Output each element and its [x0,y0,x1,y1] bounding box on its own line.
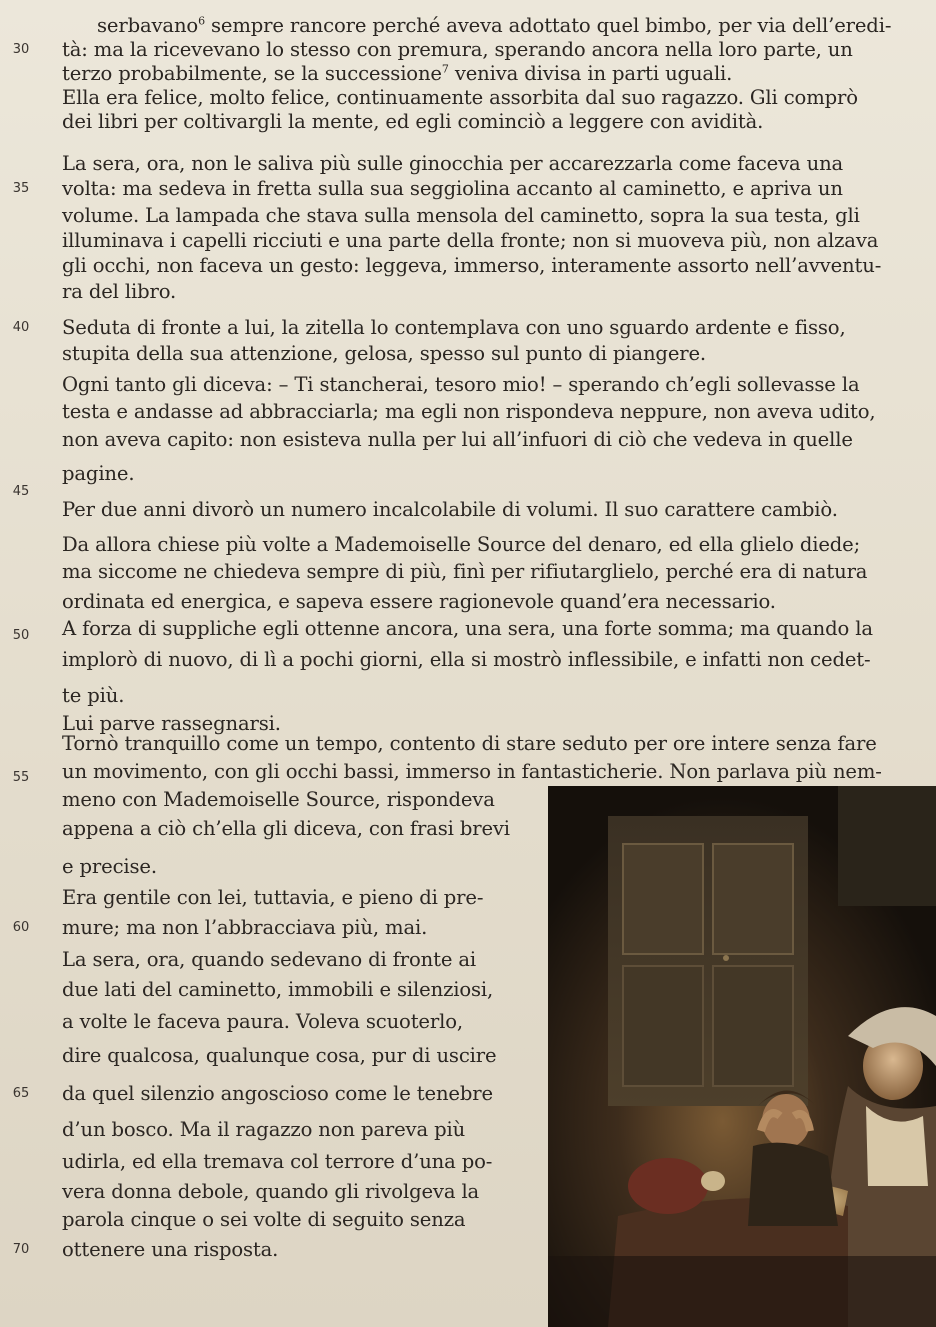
text-line: volta: ma sedeva in fretta sulla sua seggiolina accanto al caminetto, e apriva un [62,177,843,200]
line-number: 60 [12,920,30,935]
text-line: udirla, ed ella tremava col terrore d’una po- [62,1150,493,1173]
text-line: tà: ma la ricevevano lo stesso con premura, sperando ancora nella loro parte, un [62,38,853,61]
text-line: da quel silenzio angoscioso come le tenebre [62,1082,493,1105]
text-line: appena a ciò ch’ella gli diceva, con frasi brevi [62,817,510,840]
text-line: dire qualcosa, qualunque cosa, pur di uscire [62,1044,497,1067]
painting-illustration [548,786,936,1327]
text-line: Ogni tanto gli diceva: – Ti stancherai, tesoro mio! – sperando ch’egli sollevasse la [62,373,860,396]
text-line: parola cinque o sei volte di seguito senza [62,1208,466,1231]
text-line: un movimento, con gli occhi bassi, immerso in fantasticherie. Non parlava più nem- [62,760,882,783]
text-line: Per due anni divorò un numero incalcolabile di volumi. Il suo carattere cambiò. [62,498,838,521]
text-line: gli occhi, non faceva un gesto: leggeva, immerso, interamente assorto nell’avventu- [62,254,882,277]
text-line: Lui parve rassegnarsi. [62,712,281,735]
text-line: Ella era felice, molto felice, continuamente assorbita dal suo ragazzo. Gli comprò [62,86,858,109]
text-line: dei libri per coltivargli la mente, ed egli cominciò a leggere con avidità. [62,110,764,133]
text-line: testa e andasse ad abbracciarla; ma egli non rispondeva neppure, non aveva udito, [62,400,876,423]
line-number: 55 [12,770,30,785]
text-line: Tornò tranquillo come un tempo, contento di stare seduto per ore intere senza fare [62,732,877,755]
line-number: 40 [12,320,30,335]
text-line: a volte le faceva paura. Voleva scuoterlo, [62,1010,463,1033]
text-line: Da allora chiese più volte a Mademoiselle Source del denaro, ed ella glielo diede; [62,533,861,556]
text-line: ottenere una risposta. [62,1238,279,1261]
text-line: ma siccome ne chiedeva sempre di più, finì per rifiutarglielo, perché era di natura [62,560,868,583]
text-line: ordinata ed energica, e sapeva essere ragionevole quand’era necessario. [62,590,776,613]
text-line: terzo probabilmente, se la successione$^7$ veniva divisa in parti uguali. [62,62,733,85]
text-line: Seduta di fronte a lui, la zitella lo contemplava con uno sguardo ardente e fisso, [62,316,846,339]
text-line: illuminava i capelli ricciuti e una parte della fronte; non si muoveva più, non alzava [62,229,879,252]
text-line: ra del libro. [62,280,177,303]
line-number: 65 [12,1086,30,1101]
text-line: meno con Mademoiselle Source, rispondeva [62,788,495,811]
text-line: d’un bosco. Ma il ragazzo non pareva più [62,1118,466,1141]
line-number: 70 [12,1242,30,1257]
line-number: 35 [12,181,30,196]
text-line: La sera, ora, non le saliva più sulle ginocchia per accarezzarla come faceva una [62,152,844,175]
text-line: Era gentile con lei, tuttavia, e pieno di pre- [62,886,484,909]
text-line: stupita della sua attenzione, gelosa, spesso sul punto di piangere. [62,342,707,365]
text-line: volume. La lampada che stava sulla mensola del caminetto, sopra la sua testa, gli [62,204,860,227]
text-line: La sera, ora, quando sedevano di fronte ai [62,948,477,971]
text-line: due lati del caminetto, immobili e silenziosi, [62,978,494,1001]
text-line: mure; ma non l’abbracciava più, mai. [62,916,428,939]
line-number: 45 [12,484,30,499]
text-line: vera donna debole, quando gli rivolgeva la [62,1180,480,1203]
text-line: te più. [62,684,125,707]
text-line: non aveva capito: non esisteva nulla per lui all’infuori di ciò che vedeva in quelle [62,428,853,451]
line-number: 50 [12,628,30,643]
line-number: 30 [12,42,30,57]
text-line: serbavano$^6$ sempre rancore perché aveva adottato quel bimbo, per via dell’eredi- [97,14,892,37]
text-line: pagine. [62,462,135,485]
text-line: e precise. [62,855,157,878]
text-line: A forza di suppliche egli ottenne ancora, una sera, una forte somma; ma quando la [62,617,873,640]
text-line: implorò di nuovo, di lì a pochi giorni, ella si mostrò inflessibile, e infatti non cedet- [62,648,871,671]
